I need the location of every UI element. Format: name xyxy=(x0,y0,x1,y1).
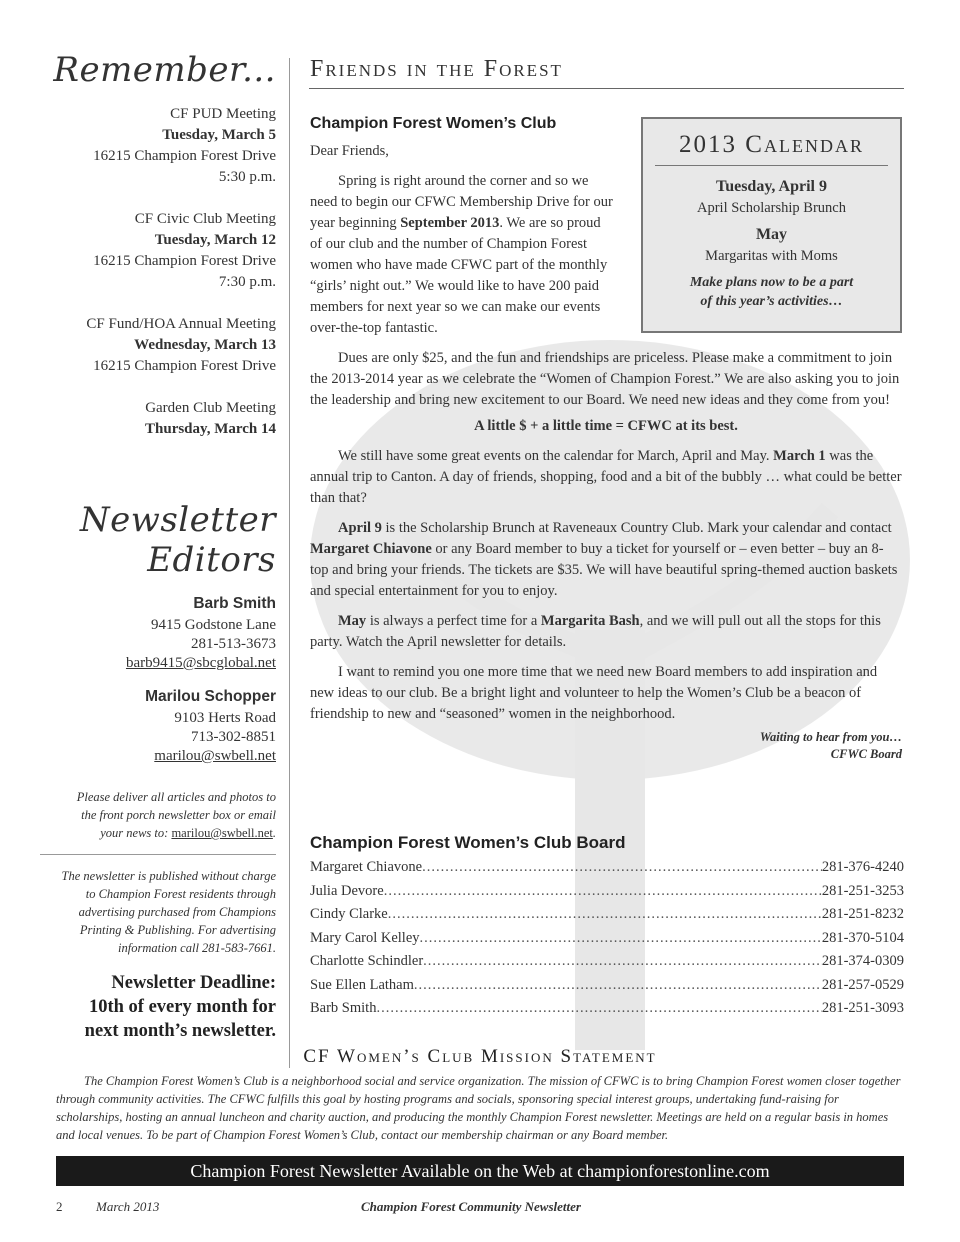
remember-title: Remember... xyxy=(53,50,276,90)
text-run: Spring is right around the corner and so we need to begin our CFWC Membership Drive for our year beginning xyxy=(310,173,613,231)
calendar-event-name: April Scholarship Brunch xyxy=(696,200,846,216)
editor-phone: 713-302-8851 xyxy=(191,729,276,745)
greeting: Dear Friends, xyxy=(310,143,389,159)
calendar-box xyxy=(641,117,902,333)
text-run: or any Board member to buy a ticket for yourself or – even better – buy an 8-top and bring your friends. The tickets are $35. We will have beautiful spring-themed auction baskets and special entertainment for you to enjoy. xyxy=(310,541,898,599)
leader-dots xyxy=(420,927,822,951)
text-run-bold: Margaret Chiavone xyxy=(310,541,432,557)
leader-dots xyxy=(376,997,821,1021)
leader-dots xyxy=(384,880,822,904)
leader-dots xyxy=(388,903,822,927)
footer-date: March 2013 xyxy=(96,1199,160,1214)
deadline-line: Newsletter Deadline: xyxy=(111,973,276,993)
text-run: . We are so proud of our club and the number of Champion Forest women who have made CFWC part of the monthly “girls’ night out.” We would like to have 200 paid members for next year so we can make our events over-the-top fantastic. xyxy=(310,215,608,336)
board-row xyxy=(310,974,904,998)
text-run-bold: Margarita Bash xyxy=(540,613,640,629)
page-number: 2 xyxy=(56,1199,63,1214)
meeting-address: 16215 Champion Forest Drive xyxy=(93,148,276,164)
letter-paragraph: I want to remind you one more time that we need new Board members to add inspiration and new ideas to our club. Be a bright light and volunteer to help the Women’s Club be a beacon of friendship to new and “seasoned” women in the neighborhood. xyxy=(310,664,878,722)
member-name: Cindy Clarke xyxy=(310,906,388,922)
mission-statement xyxy=(56,1046,904,1144)
letter-paragraph xyxy=(310,171,615,339)
sidebar-divider xyxy=(40,854,276,855)
member-phone: 281-251-3093 xyxy=(821,1000,904,1016)
deliver-email-link[interactable]: marilou@swbell.net xyxy=(171,826,273,840)
calendar-event-name: Margaritas with Moms xyxy=(705,248,838,264)
meeting-address: 16215 Champion Forest Drive xyxy=(93,253,276,269)
meeting-name: CF Fund/HOA Annual Meeting xyxy=(86,316,276,332)
member-name: Barb Smith xyxy=(310,1000,377,1016)
editor-email-link[interactable]: barb9415@sbcglobal.net xyxy=(125,655,276,671)
sidebar xyxy=(40,50,276,1043)
calendar-note xyxy=(643,273,900,311)
board-row xyxy=(310,997,904,1021)
member-phone: 281-374-0309 xyxy=(821,953,904,969)
member-name: Mary Carol Kelley xyxy=(310,929,420,946)
deadline-line: 10th of every month for xyxy=(88,997,276,1017)
deliver-note-text: Please deliver all articles and photos to the front porch newsletter box or email your news to: xyxy=(76,790,276,840)
board-list xyxy=(310,833,904,1021)
club-letter-body xyxy=(310,348,902,763)
editor-name: Marilou Schopper xyxy=(145,688,276,705)
meeting-item xyxy=(40,104,276,188)
editor-email-link[interactable]: marilou@swbell.net xyxy=(154,748,276,764)
leader-dots xyxy=(423,950,822,974)
newsletter-deadline xyxy=(40,971,276,1043)
member-phone: 281-251-8232 xyxy=(821,906,904,922)
club-heading: Champion Forest Women’s Club xyxy=(310,115,557,132)
board-row xyxy=(310,903,904,927)
member-name: Charlotte Schindler xyxy=(310,953,424,969)
meeting-name: Garden Club Meeting xyxy=(145,400,276,416)
text-run-bold: May xyxy=(338,613,367,629)
calendar-note-line: of this year’s activities… xyxy=(700,294,843,309)
newsletter-editors-title: Newsletter Editors xyxy=(79,500,276,580)
editor-contact xyxy=(40,687,276,766)
editor-address: 9103 Herts Road xyxy=(174,710,276,726)
member-phone: 281-257-0529 xyxy=(821,976,904,993)
deliver-note: Please deliver all articles and photos to the front porch newsletter box or email your news to: marilou@swbell.net. xyxy=(76,790,276,840)
letter-paragraph: Dues are only $25, and the fun and friendships are priceless. Please make a commitment to join the 2013-2014 year as we celebrate the “Women of Champion Forest.” We are also asking you to join the leadership and bring new excitement to our Board. We need new ideas and they come from you! xyxy=(310,350,900,408)
leader-dots xyxy=(422,856,822,880)
member-name: Julia Devore xyxy=(310,882,384,899)
published-note: The newsletter is published without charge to Champion Forest residents through advertising purchased from Champions Printing & Publishing. For advertising information call 281-583-7661. xyxy=(61,869,276,955)
meeting-date: Tuesday, March 12 xyxy=(154,232,276,248)
member-name: Sue Ellen Latham xyxy=(310,976,414,993)
board-row xyxy=(310,880,904,904)
column-divider xyxy=(289,58,290,1068)
web-banner[interactable]: Champion Forest Newsletter Available on the Web at championforestonline.com xyxy=(56,1156,904,1186)
meeting-date: Wednesday, March 13 xyxy=(134,337,276,353)
text-run-bold: March 1 xyxy=(773,448,826,464)
meeting-name: CF Civic Club Meeting xyxy=(134,211,276,227)
footer xyxy=(56,1199,904,1219)
member-name: Margaret Chiavone xyxy=(310,859,423,875)
board-title: Champion Forest Women’s Club Board xyxy=(310,833,626,852)
board-row xyxy=(310,950,904,974)
text-run: , and we will pull out all the stops for this party. Watch the April newsletter for details. xyxy=(310,613,881,650)
signoff xyxy=(310,729,902,763)
letter-paragraph xyxy=(310,518,902,602)
leader-dots xyxy=(414,974,822,998)
meeting-date: Tuesday, March 5 xyxy=(162,127,276,143)
letter-paragraph xyxy=(310,611,902,653)
text-run-bold: April 9 xyxy=(338,520,382,536)
editor-phone: 281-513-3673 xyxy=(191,636,276,652)
member-phone: 281-370-5104 xyxy=(821,929,904,946)
calendar-title: 2013 Calendar xyxy=(679,131,864,158)
text-run-bold: September 2013 xyxy=(400,215,500,231)
member-phone: 281-376-4240 xyxy=(821,859,904,875)
member-phone: 281-251-3253 xyxy=(821,882,904,899)
text-run: was the annual trip to Canton. A day of friends, shopping, food and a bit of the bubbly … what could be better than that? xyxy=(310,448,902,506)
calendar-event-date: May xyxy=(755,226,788,243)
mission-title: CF Women’s Club Mission Statement xyxy=(303,1046,657,1067)
meeting-name: CF PUD Meeting xyxy=(170,106,276,122)
section-title-rule xyxy=(309,88,904,89)
meeting-item xyxy=(40,209,276,293)
calendar-note-line: Make plans now to be a part xyxy=(689,275,854,290)
text-run: is the Scholarship Brunch at Raveneaux Country Club. Mark your calendar and contact xyxy=(381,520,892,536)
deadline-line: next month’s newsletter. xyxy=(84,1021,276,1041)
editor-name: Barb Smith xyxy=(193,595,276,612)
meeting-time: 7:30 p.m. xyxy=(218,274,276,290)
section-title: Friends in the Forest xyxy=(310,56,563,82)
meeting-date: Thursday, March 14 xyxy=(145,421,276,437)
text-run: We still have some great events on the calendar for March, April and May. xyxy=(338,448,774,464)
calendar-rule xyxy=(655,165,888,166)
signoff-line: CFWC Board xyxy=(830,747,902,761)
letter-paragraph xyxy=(310,446,902,509)
meeting-time: 5:30 p.m. xyxy=(218,169,276,185)
calendar-event-date: Tuesday, April 9 xyxy=(715,178,827,195)
text-run: is always a perfect time for a xyxy=(366,613,541,629)
meeting-address: 16215 Champion Forest Drive xyxy=(93,358,276,374)
board-row xyxy=(310,856,904,880)
footer-publication: Champion Forest Community Newsletter xyxy=(361,1199,581,1214)
signoff-line: Waiting to hear from you… xyxy=(759,730,902,744)
meeting-item xyxy=(40,314,276,377)
slogan: A little $ + a little time = CFWC at its best. xyxy=(474,418,738,434)
editor-address: 9415 Godstone Lane xyxy=(151,617,276,633)
club-letter-top xyxy=(310,115,615,339)
editor-contact xyxy=(40,594,276,673)
mission-text: The Champion Forest Women’s Club is a neighborhood social and service organization. The mission of CFWC is to bring Champion Forest women closer together through community activities. The CFWC fulfills this goal by hosting programs and socials, sponsoring special interest groups, undertaking fund-raising for scholarships, hosting an annual luncheon and charity auction, and producing the monthly Champion Forest newsletter. Meetings are held on a regular basis in homes and local venues. To be part of Champion Forest Women’s Club, contact our membership chairman or any Board member. xyxy=(56,1074,901,1142)
board-row xyxy=(310,927,904,951)
meeting-item xyxy=(40,398,276,440)
